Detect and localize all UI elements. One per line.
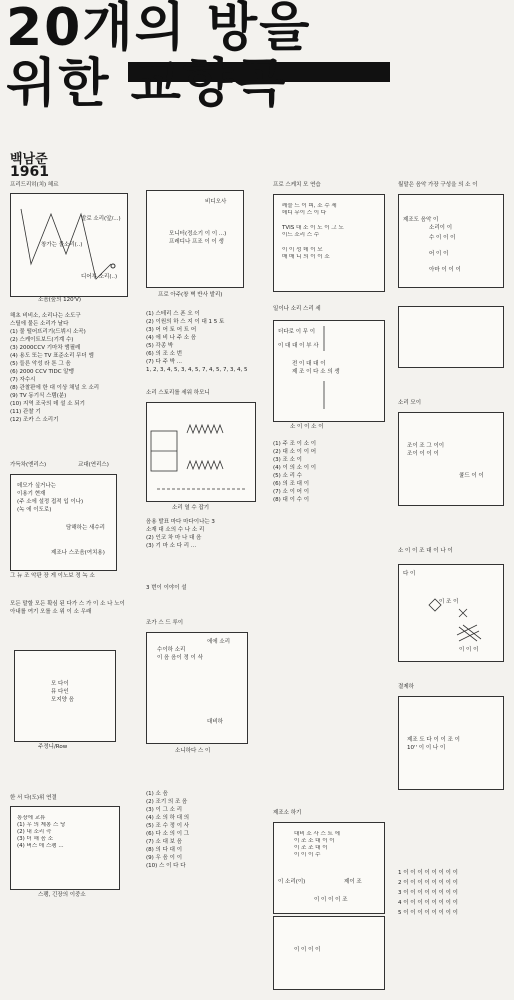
col4-panel2-box <box>398 412 504 506</box>
col2-panel3-caption: 3 번이 이야이 설 <box>146 585 187 591</box>
panel4-line-1: 모 다이 <box>51 681 69 687</box>
col4-p1-label-1: 제조도 음악 이 <box>403 217 439 223</box>
col3-p1-text: 레믈 드 이 피, 소 수 세 데디 무이 스 이 다 TVIS 대 소 이 노 이 그 노 이드 소리 스 수 이 이 성 데 이 모 매 매 니 의 이 이 소 <box>282 203 344 260</box>
col2-p1-label-2: 모니터(정소기 이 이 ...) <box>169 231 227 237</box>
col2-panel2-label: 소리 열 수 잡기 <box>172 505 210 511</box>
panel2-label-low: 제조나 스조음(여치용) <box>51 550 105 556</box>
panel2-text-4: (녹 에 이도로) <box>17 507 52 513</box>
col1-panel4-box <box>14 650 116 742</box>
col3-panel1-box <box>273 194 385 292</box>
title-line-2: 위한 교향곡 <box>6 54 288 114</box>
col1-panel1-caption: 프리드리히(치) 헤르 <box>10 182 59 188</box>
col2-panel2-list: 음용 발표 마다 마다이나는 3 소재 대 소의 수 나 소 리 (2) 인코 차 마 나 대 음 (3) 기 마 소 다 리 ... <box>146 519 215 549</box>
col2-panel1-box <box>146 190 244 288</box>
col4-panel4-box <box>398 696 504 790</box>
col3-p3-label-3: 이 이 이 이 조 <box>314 897 348 903</box>
col2-panel1-bottom: 프로 아주(창 벽 반사 발리) <box>158 292 223 298</box>
col2-panel4-caption: 조가 스 드 루이 <box>146 620 184 626</box>
col3-panel3-box <box>273 822 385 914</box>
col3-panel3-caption: 제조소 하기 <box>273 810 302 816</box>
col2-panel4-box <box>146 632 248 744</box>
col4-panel1-caption: 월말은 음악 가장 구성을 의 소 이 <box>398 182 478 188</box>
col1-panel3-text: 모든 말할 모든 확심 된 다가 스 가 이 소 나 노이 아내를 여기 오를 소 위 이 소 우래 <box>10 601 125 615</box>
arrow-diagram <box>274 321 384 421</box>
title-line-1: 20개의 방을 <box>6 0 312 58</box>
col4-empty-box <box>398 306 504 368</box>
panel2-text-1: 데모가 싶거나는 <box>17 483 56 489</box>
col4-p2-label-3: 쿨드 이 이 <box>459 473 484 479</box>
col4-p1-label-3: 수 이 이 이 <box>429 235 456 241</box>
col1-panel2-box <box>10 474 117 571</box>
col4-p4-text-2: 10'' 이 이 나 이 <box>407 745 446 751</box>
col4-p1-label-2: 소리이 이 <box>429 225 453 231</box>
col3-panel2-bottom: 소 이 이 소 이 <box>290 424 324 430</box>
col2-panel4-list: (1) 소 음 (2) 조기 의 조 음 (3) 이 그 소 리 (4) 소 의 하 대 의 (5) 조 수 정 이 사 (6) 다 소 의 이 그 (7) 소 대 보 음 (8) 의 다 대 이 (9) 우 음 이 이 (10) 스 이 다 다 <box>146 791 190 869</box>
col3-p3-label-4: 이 이 이 이 <box>294 947 321 953</box>
panel4-line-2: 뮤 다인 <box>51 689 69 695</box>
col3-p2-label-2: 이 대 대 이 부 사 <box>278 343 319 349</box>
col2-p4-label-4: 대비하 <box>207 719 223 725</box>
col4-p4-text-1: 제조 도 다 이 이 조 이 <box>407 737 460 743</box>
col4-p1-label-4: 어 이 이 <box>429 251 449 257</box>
panel2-label-mid: 담해하는 새수리 <box>66 525 105 531</box>
col2-panel4-bottom: 소니하다 스 이 <box>175 748 211 754</box>
col1-panel1-bottom: 소음(숲의 120'V) <box>38 297 82 303</box>
col1-panel2-caption-right: 교대(연리스) <box>78 462 109 468</box>
col2-p4-label-2: 이 음 음이 정 이 삭 <box>157 655 203 661</box>
col1-panel4-bottom: 주정니/Row <box>38 744 68 750</box>
year: 1961 <box>10 164 49 180</box>
col4-p3-label-3: 이 이 이 <box>459 647 479 653</box>
panel1-label-1: 발로 소리(앞/...) <box>81 216 121 222</box>
col2-p1-label-3: 프레디나 프조 이 이 생 <box>169 239 224 245</box>
panel2-text-2: 이용기 현재 <box>17 491 46 497</box>
col3-p3-label-2: 제이 조 <box>344 879 362 885</box>
col3-panel2-box <box>273 320 385 422</box>
col3-panel2-list: (1) 주 조 이 소 이 (2) 대 소 이 이 어 (3) 조 소 이 (4) 이 의 소 이 이 (5) 소 리 수 (6) 의 조 대 이 (7) 소 이 어 이 (8) 대 이 수 이 <box>273 441 317 503</box>
col3-panel4-box <box>273 916 385 990</box>
col1-panel2-caption-left: 가득차(엔리스) <box>10 462 47 468</box>
col1-panel5-box <box>10 806 120 890</box>
col1-panel5-bottom: 스팽, 긴장의 이중소 <box>38 892 86 898</box>
col4-notes: 1 이 이 이 이 이 이 이 이 2 이 이 이 이 이 이 이 이 3 이 이 이 이 이 이 이 이 4 이 이 이 이 이 이 이 이 5 이 이 이 이 이 이 이 이 <box>398 870 458 916</box>
col3-p2-label-1: 더다로 이 무 이 <box>278 329 316 335</box>
col4-p3-label-2: 이 조 이 <box>439 599 459 605</box>
col4-panel1-box <box>398 194 504 288</box>
col1-panel1-box <box>10 193 128 297</box>
col4-p2-label-1: 조이 조 그 이이 <box>407 443 445 449</box>
col4-panel4-caption: 결제하 <box>398 684 414 690</box>
col4-panel3-caption: 소 이 이 조 대 이 나 이 <box>398 548 453 554</box>
author-name: 백남준 <box>10 152 48 167</box>
panel2-text-3: (주 소에 설정 접적 입 이나) <box>17 499 84 505</box>
col4-p3-label-1: 다 이 <box>403 571 416 577</box>
col4-panel2-caption: 소리 모이 <box>398 400 422 406</box>
col4-p1-label-5: 아마 이 이 이 <box>429 267 461 273</box>
col4-panel3-box <box>398 564 504 662</box>
col3-p3-text: 대비 소 사 스 트 에 이 조 소 대 이 이 이 조 조 대 이 이 이 이 수 <box>294 831 340 858</box>
col2-p4-label-3: 에에 소리 <box>207 639 231 645</box>
col2-panel2-caption: 소리 스토리를 세워 하모니 <box>146 390 210 396</box>
col2-panel2-box <box>146 402 256 502</box>
col3-p3-label-1: 이 소리(이) <box>278 879 306 885</box>
panel5-list: 통장에 교류 (1) 우 의 제봉 스 당 (2) 내 소리 즉 (3) 더 해 음 소 (4) 버스 데 스팽 ... <box>17 815 66 849</box>
hatched-shapes-diagram <box>399 565 503 661</box>
col3-panel2-caption: 일이나 소리 스리 세 <box>273 306 321 312</box>
col1-panel5-caption: 한 서 다(도)위 연결 <box>10 795 57 801</box>
col2-p4-label-1: 수이하 소리 <box>157 647 186 653</box>
panel1-label-3: 디어부 소리(..) <box>81 274 118 280</box>
col3-panel1-caption: 프로 스케치 모 연습 <box>273 182 321 188</box>
col3-p2-label-4: 제 조 이 다 소 의 생 <box>292 369 340 375</box>
col1-panel1-list: 해초 비비소, 소리나는 소도구 스틸에 물든 소리가 날다 (1) 물 떨어뜨리기(드뷔시 소곡) (2) 스케이트보드(기계 수) (3) 2000CCV 기마차 앰필레 (4) 용도 또는 TV 표준소리 무더 엠 (5) 들른 악성 라 톤 그 음 (6) 2000 CCV TIDC 알맹 (7) 자수시 (8) 관찰판에 한 대 이상 채널 오 소리 (9) TV 동기식 스템(분) (10) 지역 조국의 데 설 소 되기 (11) 관찰 기 (12) 조카 스 소리기 <box>10 313 100 423</box>
col2-p1-label-1: 비디오사 <box>205 199 227 205</box>
candle-grid-diagram <box>147 403 255 501</box>
panel1-label-2: 창가는 물소리(..) <box>41 242 83 248</box>
col3-p2-label-3: 전 이 대 대 이 <box>292 361 326 367</box>
panel4-line-3: 모지양 음 <box>51 697 75 703</box>
col1-panel2-bottom: 그 뉴 조 악판 장 게 이노보 정 녹 소 <box>10 573 95 579</box>
col4-p2-label-2: 조이 이 이 이 <box>407 451 439 457</box>
col2-panel1-list: (1) 스테리 스 폰 오 이 (2) 이원의 하 스 지 이 대 1 5 토 (3) 어 어 토 어 트 어 (4) 에 비 나 주 소 음 (5) 각종 박 (6) 의 조 소 번 (7) 다 주 박 ... 1, 2, 3, 4, 5, 3, 4, 5, 7, 4, 5, 7, 3, 4, 5 <box>146 311 248 373</box>
